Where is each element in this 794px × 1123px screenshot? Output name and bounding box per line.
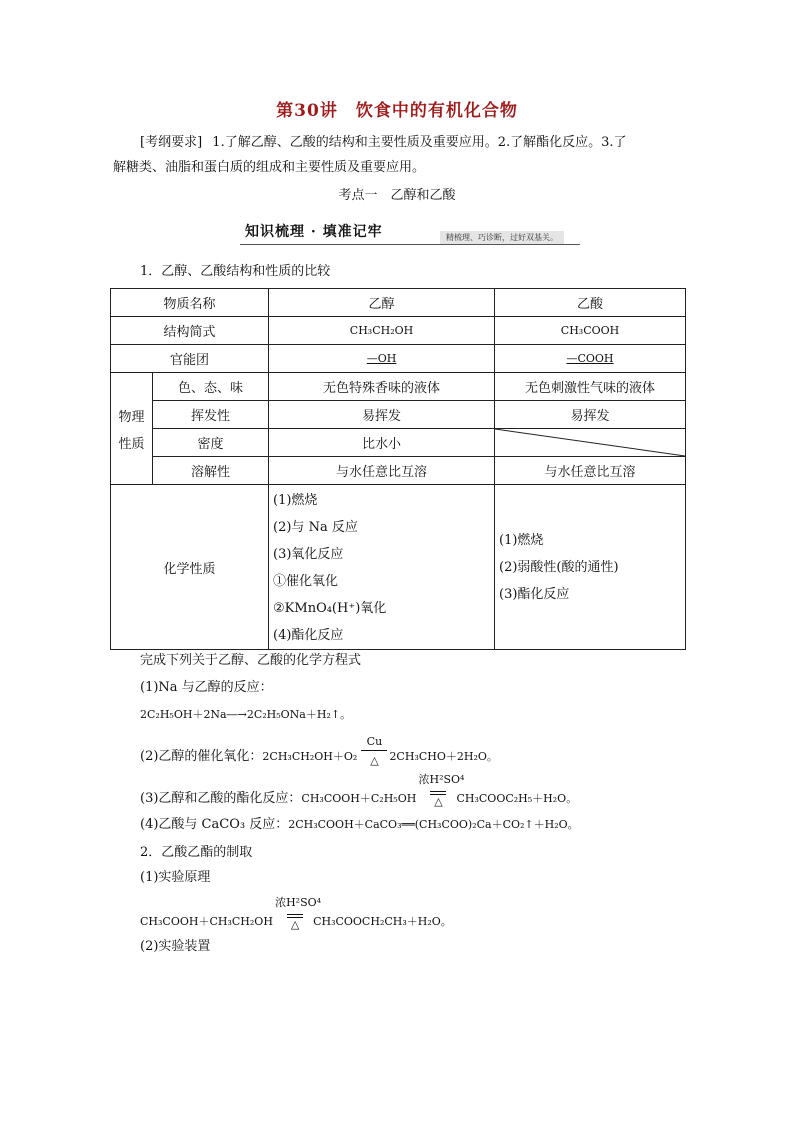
- table-row: [111, 401, 686, 429]
- chem-property-item: (3)氧化反应: [273, 547, 344, 562]
- eq2-left: 2CH₃CH₂OH＋O₂: [262, 750, 358, 763]
- ethanol-chemical-properties: [269, 485, 495, 650]
- chem-property-item: (2)弱酸性(酸的通性): [499, 559, 619, 575]
- acid-volatility: 易挥发: [495, 401, 686, 429]
- acid-functional-group: —COOH: [566, 352, 614, 365]
- eq1-label: (1)Na 与乙醇的反应：: [140, 680, 273, 695]
- section1-heading: 1．乙醇、乙酸结构和性质的比较: [140, 264, 331, 279]
- table-row: [111, 317, 686, 345]
- heat-icon: △: [434, 795, 443, 808]
- ethanol-volatility: 易挥发: [269, 401, 495, 429]
- acid-structure: CH₃COOH: [495, 317, 686, 345]
- table-row: [111, 457, 686, 485]
- point-title: 考点一 乙醇和乙酸: [338, 188, 456, 203]
- eq4-line: [140, 815, 579, 835]
- eq3-line: [140, 773, 578, 810]
- eq4-equation: 2CH₃COOH＋CaCO₃══(CH₃COO)₂Ca＋CO₂↑＋H₂O。: [288, 818, 579, 831]
- table-row: [111, 345, 686, 373]
- acid-density-empty-cell: [495, 429, 686, 457]
- eq5-condition: [275, 896, 322, 933]
- eq5-left: CH₃COOH＋CH₃CH₂OH: [140, 915, 273, 928]
- table-row: [111, 429, 686, 457]
- eq4-label: (4)乙酸与 CaCO₃ 反应：: [140, 817, 289, 832]
- physical-properties-label: [111, 373, 153, 485]
- eq3-label: (3)乙醇和乙酸的酯化反应：: [140, 791, 302, 806]
- header-acetic-acid: 乙酸: [495, 289, 686, 317]
- eq3-condition-top: 浓H²SO⁴: [418, 773, 465, 786]
- banner-label: 知识梳理 · 填准记牢: [245, 224, 383, 240]
- chem-property-item: (2)与 Na 反应: [273, 520, 358, 535]
- acid-chem-list: [499, 527, 681, 608]
- table-row: [111, 289, 686, 317]
- eq5-condition-top: 浓H²SO⁴: [275, 896, 322, 909]
- section2-heading: 2．乙酸乙酯的制取: [140, 845, 253, 860]
- banner-underline: [240, 244, 580, 245]
- ethanol-density: 比水小: [269, 429, 495, 457]
- ethanol-functional-group: —OH: [366, 352, 397, 365]
- apparatus-label: (2)实验装置: [140, 939, 211, 954]
- eq3-left: CH₃COOH＋C₂H₅OH: [301, 792, 417, 805]
- eq5-line: [140, 896, 452, 933]
- banner-note: 精梳理、巧诊断，过好双基关。: [440, 231, 564, 244]
- header-name: 物质名称: [111, 289, 269, 317]
- row-label-appearance: 色、态、味: [153, 373, 269, 401]
- eq2-condition: [361, 735, 387, 768]
- heat-icon: △: [370, 754, 379, 767]
- row-label-solubility: 溶解性: [153, 457, 269, 485]
- ethanol-appearance: 无色特殊香味的液体: [269, 373, 495, 401]
- acid-solubility: 与水任意比互溶: [495, 457, 686, 485]
- acid-chemical-properties: [495, 485, 686, 650]
- eq2-label: (2)乙醇的催化氧化：: [140, 749, 263, 764]
- eq2-condition-top: Cu: [366, 735, 383, 748]
- physical-label-line2: 性质: [118, 436, 145, 452]
- row-label-volatility: 挥发性: [153, 401, 269, 429]
- chem-property-item: (1)燃烧: [273, 493, 318, 508]
- heat-icon: △: [290, 918, 300, 931]
- diagonal-line: [495, 429, 685, 456]
- exam-requirements-line1: [140, 133, 627, 153]
- chem-property-item: (3)酯化反应: [499, 586, 570, 602]
- row-label-chemical-properties: 化学性质: [111, 485, 269, 650]
- table-row: [111, 373, 686, 401]
- eq2-right: 2CH₃CHO＋2H₂O。: [389, 750, 498, 763]
- comparison-table: [110, 288, 686, 650]
- table-row: [111, 485, 686, 650]
- chem-property-item: ①催化氧化: [273, 574, 339, 589]
- chem-property-item: (1)燃烧: [499, 532, 544, 548]
- principle-label: (1)实验原理: [140, 870, 211, 885]
- complete-equations-line: 完成下列关于乙醇、乙酸的化学方程式: [140, 653, 362, 668]
- ethanol-structure: CH₃CH₂OH: [269, 317, 495, 345]
- ethanol-chem-list: [273, 487, 490, 649]
- eq1-equation: 2C₂H₅OH＋2Na―→2C₂H₅ONa＋H₂↑。: [140, 708, 352, 721]
- ethanol-solubility: 与水任意比互溶: [269, 457, 495, 485]
- physical-label-line1: 物理: [118, 409, 145, 425]
- chem-property-item: (4)酯化反应: [273, 628, 344, 643]
- chem-property-item: ②KMnO₄(H⁺)氧化: [273, 601, 387, 616]
- eq3-right: CH₃COOC₂H₅＋H₂O。: [456, 792, 578, 805]
- page-title: 第30讲 饮食中的有机化合物: [276, 101, 518, 121]
- row-label-functional-group: 官能团: [111, 345, 269, 373]
- header-ethanol: 乙醇: [269, 289, 495, 317]
- exam-requirements-line2: 解糖类、油脂和蛋白质的组成和主要性质及重要应用。: [113, 160, 426, 175]
- eq2-line: [140, 735, 498, 768]
- exam-requirements-tag: [考纲要求]: [140, 135, 203, 150]
- exam-requirements-text-1: 1.了解乙醇、乙酸的结构和主要性质及重要应用。2.了解酯化反应。3.了: [212, 135, 627, 150]
- eq5-right: CH₃COOCH₂CH₃＋H₂O。: [313, 915, 452, 928]
- row-label-structure: 结构简式: [111, 317, 269, 345]
- row-label-density: 密度: [153, 429, 269, 457]
- acid-appearance: 无色刺激性气味的液体: [495, 373, 686, 401]
- eq3-condition: [418, 773, 465, 810]
